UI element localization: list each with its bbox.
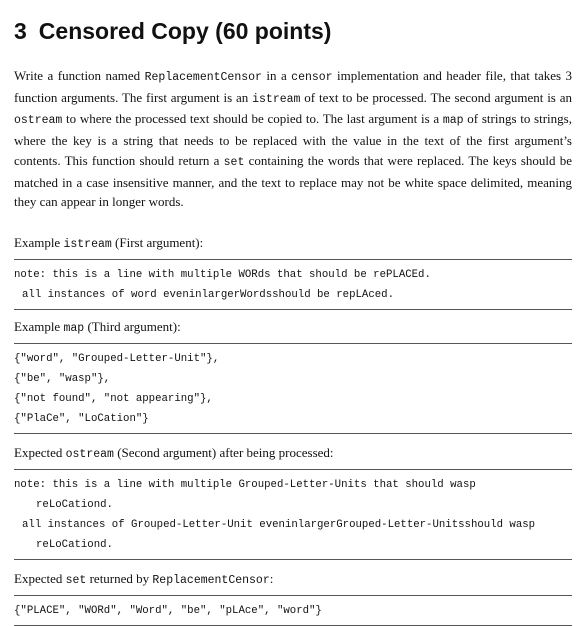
section-title: Censored Copy (60 points) <box>38 18 332 44</box>
caption-text: returned by <box>86 570 153 586</box>
caption-code: istream <box>63 237 112 251</box>
inline-code: censor <box>291 71 333 84</box>
intro-text: Write a function named <box>14 68 145 83</box>
caption-code: map <box>63 321 85 335</box>
section-number: 3 <box>14 18 27 44</box>
ostream-code-block <box>14 470 572 559</box>
intro-text: implementation and header file, that takes 3 function arguments. The first argument is an <box>14 68 572 105</box>
code-line: {"be", "wasp"}, <box>14 372 111 385</box>
caption-text: : <box>269 570 274 586</box>
code-line: all instances of word eveninlargerWordsshould be repLAced. <box>22 288 394 301</box>
caption-code: ReplacementCensor <box>152 573 270 587</box>
intro-text: of strings to strings, where the key is a string that needs to be replaced with the value in the text of the first argument’s contents. This function should return a <box>14 111 572 168</box>
istream-caption <box>14 234 572 253</box>
code-line: {"word", "Grouped-Letter-Unit"}, <box>14 352 220 365</box>
caption-code: ostream <box>65 447 114 461</box>
caption-text: (First argument): <box>111 234 204 250</box>
code-line: {"PLACE", "WORd", "Word", "be", "pLAce", "word"} <box>14 604 322 617</box>
inline-code: map <box>442 114 464 128</box>
map-code-block <box>14 344 572 433</box>
rule <box>14 309 572 310</box>
code-line: {"not found", "not appearing"}, <box>14 392 213 405</box>
code-line: note: this is a line with multiple Grouped-Letter-Units that should wasp <box>14 478 476 491</box>
ostream-caption <box>14 444 572 463</box>
document-page <box>14 0 572 626</box>
istream-code-block <box>14 260 572 309</box>
set-code-block <box>14 596 572 625</box>
set-caption <box>14 570 572 589</box>
intro-paragraph <box>14 66 572 212</box>
code-line: reLoCationd. <box>36 498 113 511</box>
inline-code: ostream <box>14 114 63 128</box>
set-example <box>14 570 572 626</box>
caption-text: (Second argument) after being processed: <box>113 444 334 460</box>
caption-text: Expected <box>14 444 66 460</box>
map-caption <box>14 318 572 337</box>
code-line: note: this is a line with multiple WORds that should be rePLACEd. <box>14 268 431 281</box>
section-heading <box>14 16 572 46</box>
caption-text: Example <box>14 234 64 250</box>
intro-text: to where the processed text should be copied to. The last argument is a <box>62 111 443 127</box>
caption-text: (Third argument): <box>84 318 181 334</box>
map-example <box>14 318 572 434</box>
rule <box>14 433 572 434</box>
inline-code: ReplacementCensor <box>144 71 262 84</box>
caption-text: Expected <box>14 570 66 586</box>
intro-text: of text to be processed. The second argument is an <box>300 89 572 105</box>
istream-example <box>14 234 572 310</box>
code-line: all instances of Grouped-Letter-Unit eveninlargerGrouped-Letter-Unitsshould wasp <box>22 518 536 531</box>
caption-code: set <box>65 573 87 587</box>
inline-code: istream <box>252 92 301 106</box>
intro-text: in a <box>261 68 292 83</box>
ostream-example <box>14 444 572 560</box>
caption-text: Example <box>14 318 64 334</box>
code-line: {"PlaCe", "LoCation"} <box>14 412 149 425</box>
inline-code: set <box>223 155 245 169</box>
intro-text: containing the words that were replaced. The keys should be matched in a case insensitive manner, and the text to replace may not be white space delimited, meaning they can appear in longer words. <box>14 152 572 210</box>
code-line: reLoCationd. <box>36 538 113 551</box>
rule <box>14 559 572 560</box>
